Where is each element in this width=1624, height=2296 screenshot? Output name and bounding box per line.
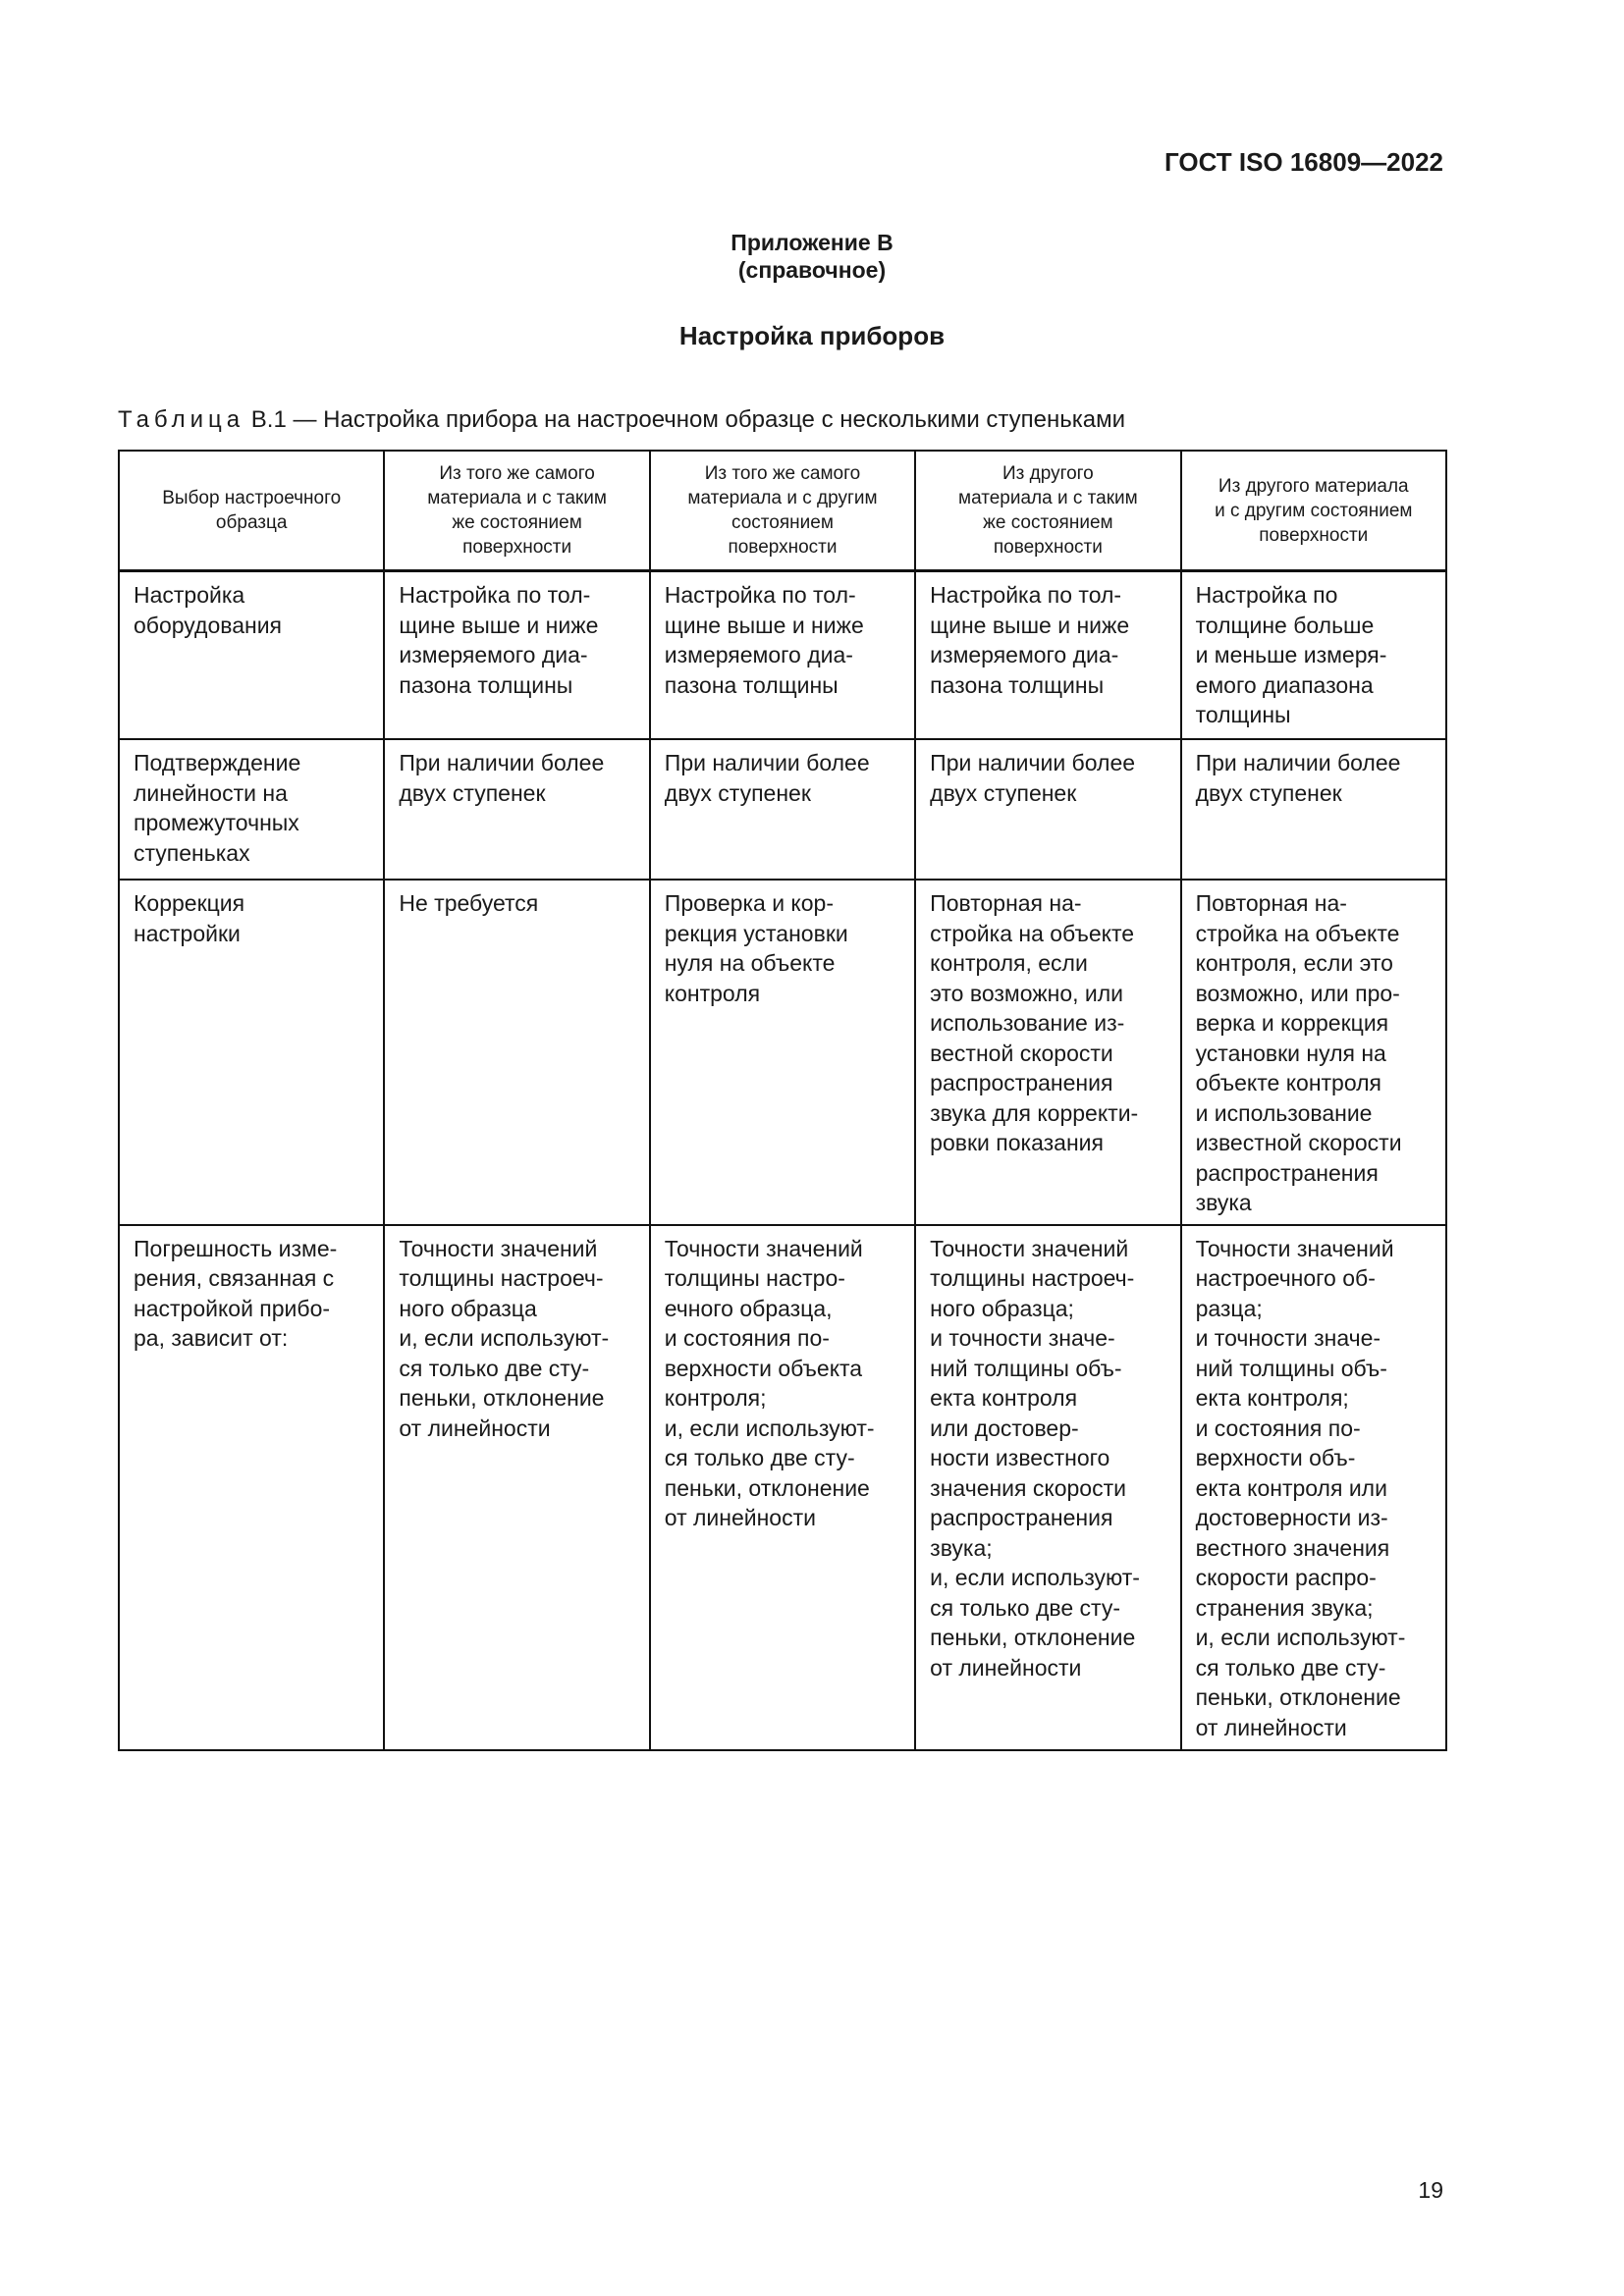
table-cell: Погрешность изме- рения, связанная с настройкой прибо- ра, зависит от: — [119, 1225, 384, 1750]
table-header-cell: Из того же самого материала и с другим состоянием поверхности — [650, 451, 915, 571]
table-cell: При наличии более двух ступенек — [384, 739, 649, 880]
table-cell: Проверка и кор- рекция установки нуля на объекте контроля — [650, 880, 915, 1225]
table-cell: Точности значений толщины настро- ечного образца, и состояния по- верхности объекта контроля; и, если используют- ся только две сту- пеньки, отклонение от линейности — [650, 1225, 915, 1750]
table-cell: Не требуется — [384, 880, 649, 1225]
table-cell: Повторная на- стройка на объекте контроля, если это возможно, или использование из- вестной скорости распространения звука для корректи- ровки показания — [915, 880, 1180, 1225]
table-header-cell: Выбор настроечного образца — [119, 451, 384, 571]
settings-table — [118, 450, 1447, 1751]
table-cell: Точности значений толщины настроеч- ного образца; и точности значе- ний толщины объ- екта контроля или достовер- ности известного значения скорости распространения звука; и, если используют- ся только две сту- пеньки, отклонение от линейности — [915, 1225, 1180, 1750]
page-number: 19 — [1418, 2177, 1443, 2203]
table-caption-label: Таблица — [118, 406, 245, 433]
table-cell: При наличии более двух ступенек — [1181, 739, 1446, 880]
table-cell: Коррекция настройки — [119, 880, 384, 1225]
table-cell: Настройка по тол- щине выше и ниже измеряемого диа- пазона толщины — [650, 571, 915, 740]
table-header-cell: Из другого материала и с другим состоянием поверхности — [1181, 451, 1446, 571]
table-row — [119, 880, 1446, 1225]
appendix-heading — [0, 229, 1624, 284]
table-row — [119, 739, 1446, 880]
table-row — [119, 571, 1446, 740]
table-cell: Повторная на- стройка на объекте контроля, если это возможно, или про- верка и коррекция установки нуля на объекте контроля и использование известной скорости распространения звука — [1181, 880, 1446, 1225]
table-row — [119, 1225, 1446, 1750]
table-caption-text: В.1 — Настройка прибора на настроечном образце с несколькими ступеньками — [250, 406, 1126, 433]
table-cell: Подтверждение линейности на промежуточных ступеньках — [119, 739, 384, 880]
table-header-cell: Из другого материала и с таким же состоянием поверхности — [915, 451, 1180, 571]
table-cell: Настройка по тол- щине выше и ниже измеряемого диа- пазона толщины — [915, 571, 1180, 740]
appendix-kind: (справочное) — [737, 257, 887, 283]
section-title: Настройка приборов — [678, 321, 946, 350]
table-cell: При наличии более двух ступенек — [650, 739, 915, 880]
table-header-cell: Из того же самого материала и с таким же состоянием поверхности — [384, 451, 649, 571]
table-cell: Настройка по тол- щине выше и ниже измеряемого диа- пазона толщины — [384, 571, 649, 740]
table-caption — [118, 406, 1125, 434]
table-cell: Точности значений толщины настроеч- ного образца и, если используют- ся только две сту- пеньки, отклонение от линейности — [384, 1225, 649, 1750]
document-code: ГОСТ ISO 16809—2022 — [1164, 147, 1443, 177]
appendix-title: Приложение В — [731, 230, 893, 255]
table-cell: Настройка по толщине больше и меньше измеря- емого диапазона толщины — [1181, 571, 1446, 740]
table-cell: При наличии более двух ступенек — [915, 739, 1180, 880]
table-cell: Настройка оборудования — [119, 571, 384, 740]
table-cell: Точности значений настроечного об- разца; и точности значе- ний толщины объ- екта контроля; и состояния по- верхности объ- екта контроля или достоверности из- вестного значения скорости распро- странения звука; и, если используют- ся только две сту- пеньки, отклонение от линейности — [1181, 1225, 1446, 1750]
table-header-row — [119, 451, 1446, 571]
